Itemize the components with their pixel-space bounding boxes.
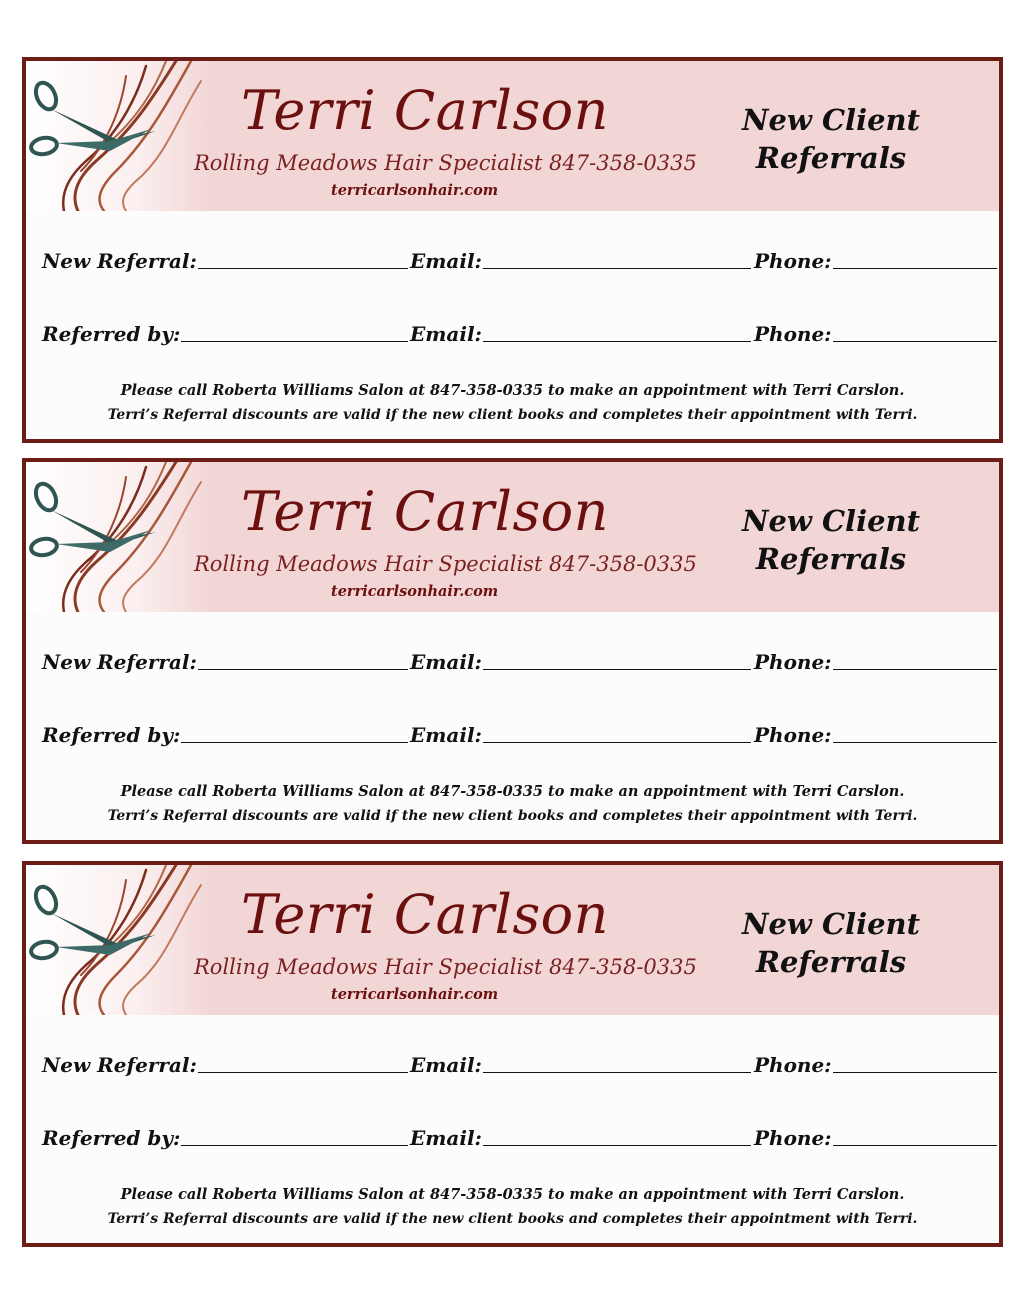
email-label: Email: — [410, 1126, 482, 1150]
email-blank[interactable] — [483, 741, 751, 743]
referred-by-email-field[interactable] — [410, 318, 751, 346]
appointment-note: Please call Roberta Williams Salon at 847-358-0335 to make an appointment with Terri Carslon. — [120, 1186, 905, 1203]
card-heading — [716, 502, 946, 578]
new-referral-field[interactable] — [42, 646, 408, 674]
phone-label: Phone: — [754, 723, 832, 747]
heading-line-2: Referrals — [755, 542, 907, 576]
email-blank[interactable] — [483, 1071, 751, 1073]
referral-card-2 — [22, 458, 1003, 844]
referred-by-field[interactable] — [42, 1122, 408, 1150]
referred-by-phone-field[interactable] — [754, 719, 997, 747]
heading-line-2: Referrals — [755, 945, 907, 979]
new-referral-email-field[interactable] — [410, 646, 751, 674]
referred-by-label: Referred by: — [42, 322, 181, 346]
referred-by-phone-field[interactable] — [754, 1122, 997, 1150]
phone-blank[interactable] — [833, 1144, 997, 1146]
phone-label: Phone: — [754, 249, 832, 273]
referred-by-blank[interactable] — [181, 340, 408, 342]
new-referral-row — [42, 646, 997, 676]
email-label: Email: — [410, 322, 482, 346]
referred-by-field[interactable] — [42, 318, 408, 346]
referred-by-row — [42, 1122, 997, 1152]
discount-note: Terri’s Referral discounts are valid if the new client books and completes their appointment with Terri. — [107, 808, 918, 824]
referred-by-phone-field[interactable] — [754, 318, 997, 346]
new-referral-label: New Referral: — [42, 650, 197, 674]
phone-blank[interactable] — [833, 741, 997, 743]
scissors-hair-icon — [26, 462, 211, 612]
discount-note: Terri’s Referral discounts are valid if the new client books and completes their appointment with Terri. — [107, 407, 918, 423]
new-referral-blank[interactable] — [198, 267, 408, 269]
tagline: Rolling Meadows Hair Specialist 847-358-0335 — [194, 552, 697, 576]
phone-label: Phone: — [754, 1053, 832, 1077]
new-referral-field[interactable] — [42, 245, 408, 273]
new-referral-email-field[interactable] — [410, 1049, 751, 1077]
heading-line-1: New Client — [741, 504, 921, 538]
card-heading — [716, 905, 946, 981]
stylist-name: Terri Carlson — [241, 480, 609, 543]
referred-by-blank[interactable] — [181, 741, 408, 743]
appointment-note: Please call Roberta Williams Salon at 847-358-0335 to make an appointment with Terri Carslon. — [120, 382, 905, 399]
referred-by-blank[interactable] — [181, 1144, 408, 1146]
phone-blank[interactable] — [833, 1071, 997, 1073]
stylist-name: Terri Carlson — [241, 79, 609, 142]
new-referral-field[interactable] — [42, 1049, 408, 1077]
new-referral-blank[interactable] — [198, 1071, 408, 1073]
referred-by-email-field[interactable] — [410, 719, 751, 747]
phone-blank[interactable] — [833, 267, 997, 269]
tagline: Rolling Meadows Hair Specialist 847-358-0335 — [194, 151, 697, 175]
heading-line-2: Referrals — [755, 141, 907, 175]
phone-blank[interactable] — [833, 668, 997, 670]
phone-label: Phone: — [754, 1126, 832, 1150]
new-referral-row — [42, 1049, 997, 1079]
referred-by-row — [42, 719, 997, 749]
heading-line-1: New Client — [741, 907, 921, 941]
new-referral-phone-field[interactable] — [754, 245, 997, 273]
appointment-note: Please call Roberta Williams Salon at 847-358-0335 to make an appointment with Terri Carslon. — [120, 783, 905, 800]
card-banner — [26, 865, 999, 1015]
new-referral-row — [42, 245, 997, 275]
phone-label: Phone: — [754, 650, 832, 674]
phone-label: Phone: — [754, 322, 832, 346]
email-blank[interactable] — [483, 267, 751, 269]
referral-card-3 — [22, 861, 1003, 1247]
discount-note: Terri’s Referral discounts are valid if the new client books and completes their appointment with Terri. — [107, 1211, 918, 1227]
website-link[interactable]: terricarlsonhair.com — [331, 182, 499, 199]
card-banner — [26, 61, 999, 211]
tagline: Rolling Meadows Hair Specialist 847-358-0335 — [194, 955, 697, 979]
new-referral-label: New Referral: — [42, 1053, 197, 1077]
referral-card-1 — [22, 57, 1003, 443]
email-blank[interactable] — [483, 668, 751, 670]
referred-by-label: Referred by: — [42, 1126, 181, 1150]
card-heading — [716, 101, 946, 177]
website-link[interactable]: terricarlsonhair.com — [331, 583, 499, 600]
referred-by-email-field[interactable] — [410, 1122, 751, 1150]
website-link[interactable]: terricarlsonhair.com — [331, 986, 499, 1003]
stylist-name: Terri Carlson — [241, 883, 609, 946]
new-referral-phone-field[interactable] — [754, 646, 997, 674]
email-label: Email: — [410, 650, 482, 674]
new-referral-label: New Referral: — [42, 249, 197, 273]
referred-by-label: Referred by: — [42, 723, 181, 747]
new-referral-blank[interactable] — [198, 668, 408, 670]
scissors-hair-icon — [26, 865, 211, 1015]
card-banner — [26, 462, 999, 612]
email-blank[interactable] — [483, 340, 751, 342]
email-label: Email: — [410, 249, 482, 273]
heading-line-1: New Client — [741, 103, 921, 137]
email-label: Email: — [410, 723, 482, 747]
new-referral-email-field[interactable] — [410, 245, 751, 273]
email-blank[interactable] — [483, 1144, 751, 1146]
scissors-hair-icon — [26, 61, 211, 211]
referred-by-field[interactable] — [42, 719, 408, 747]
email-label: Email: — [410, 1053, 482, 1077]
phone-blank[interactable] — [833, 340, 997, 342]
new-referral-phone-field[interactable] — [754, 1049, 997, 1077]
referred-by-row — [42, 318, 997, 348]
